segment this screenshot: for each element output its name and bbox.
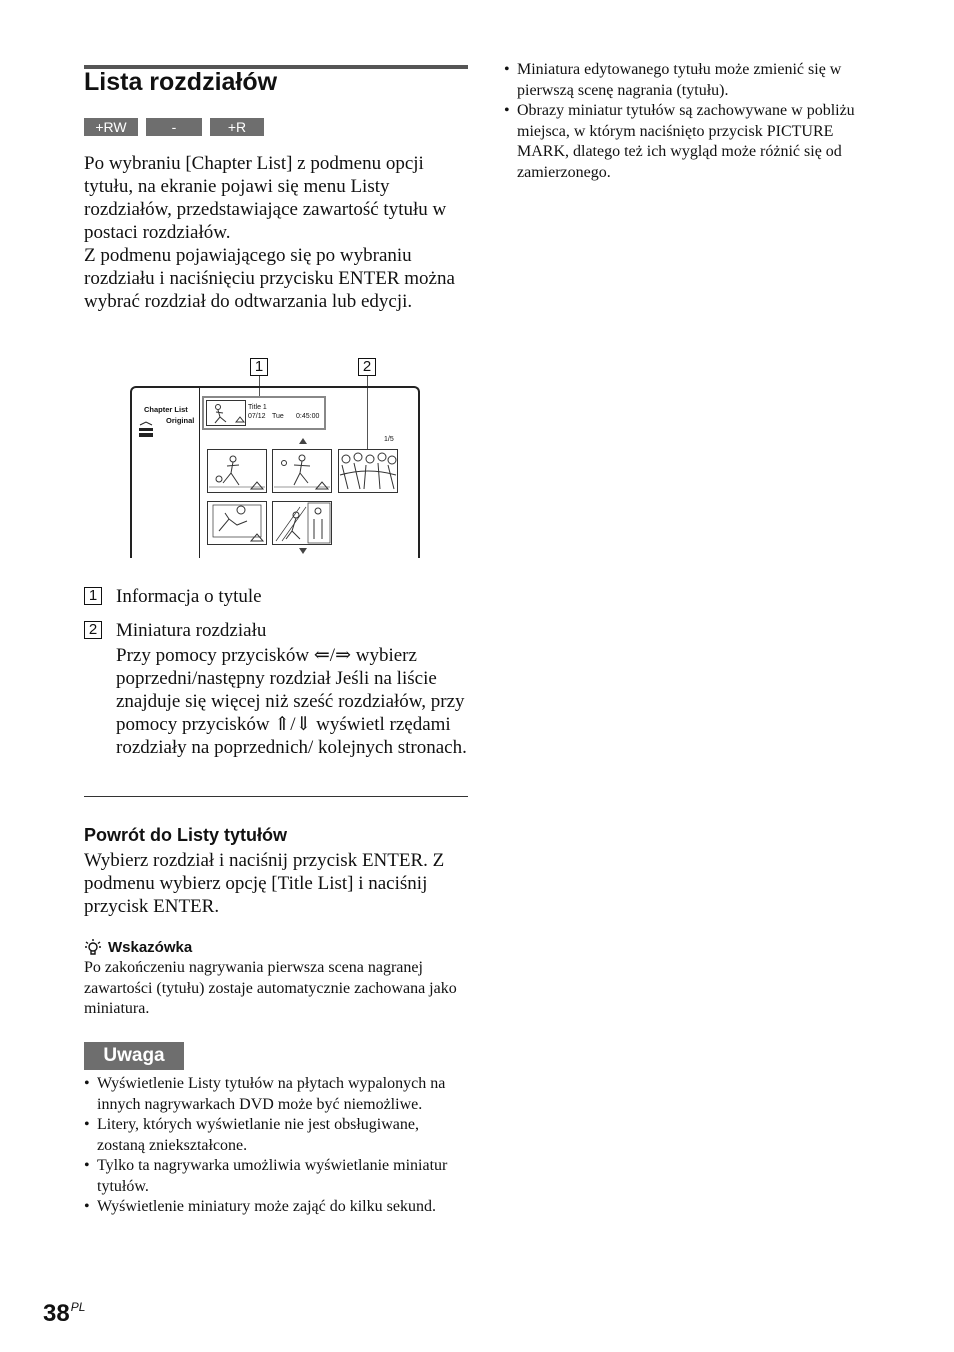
page-number-value: 38 <box>43 1300 70 1327</box>
note-badge: Uwaga <box>84 1042 184 1070</box>
figure-callout-1: 1 <box>250 358 268 376</box>
list-item: • Miniatura edytowanego tytułu może zmienić się w pierwszą scenę nagrania (tytułu). <box>504 60 889 101</box>
page-language: PL <box>70 1300 86 1314</box>
title-date: 07/12 <box>248 413 266 420</box>
page-number <box>43 1300 85 1328</box>
tip-text: Po zakończeniu nagrywania pierwsza scena nagranej zawartości (tytułu) zostaje automatycznie zachowana jako miniatura. <box>84 959 457 1017</box>
list-item: • Wyświetlenie miniatury może zająć do kilku sekund. <box>84 1197 470 1218</box>
legend-marker-2: 2 <box>84 621 102 639</box>
chapter-thumbnail <box>207 501 267 545</box>
tip-title: Wskazówka <box>108 938 193 956</box>
intro-paragraph-1: Po wybraniu [Chapter List] z podmenu opcji tytułu, na ekranie pojawi się menu Listy rozdziałów, przedstawiające zawartość tytułu w postaci rozdziałów. <box>84 153 447 243</box>
chapter-thumbnail <box>207 449 267 493</box>
page-indicator: 1/5 <box>384 436 394 443</box>
return-section-title: Powrót do Listy tytułów <box>84 825 287 845</box>
lightbulb-icon <box>84 938 102 956</box>
title-duration: 0:45:00 <box>296 413 320 420</box>
chapter-thumbnail <box>272 449 332 493</box>
screen-divider <box>199 387 200 558</box>
title-name: Title 1 <box>248 404 267 411</box>
chapter-thumbnail <box>272 501 332 545</box>
badge-minus-rwvr: -RWVR <box>146 118 202 136</box>
disc-icon <box>138 420 154 438</box>
disc-badges <box>84 118 264 153</box>
legend-marker-1: 1 <box>84 587 102 605</box>
scroll-up-icon <box>299 438 307 444</box>
badge-plus-rw: +RW <box>84 118 138 136</box>
title-day: Tue <box>272 413 284 420</box>
note-list <box>84 1074 470 1218</box>
menu-sublabel: Original <box>166 416 195 425</box>
badge-plus-r: +R <box>210 118 264 136</box>
menu-label: Chapter List <box>144 405 188 414</box>
tip-heading <box>84 938 192 956</box>
list-item: • Litery, których wyświetlanie nie jest obsługiwane, zostaną zniekształcone. <box>84 1115 470 1156</box>
return-section-text: Wybierz rozdział i naciśnij przycisk ENTER. Z podmenu wybierz opcję [Title List] i naciśnij przycisk ENTER. <box>84 850 445 917</box>
section-divider <box>84 796 468 797</box>
list-item: • Obrazy miniatur tytułów są zachowywane w pobliżu miejsca, w którym naciśnięto przycisk PICTURE MARK, dlatego też ich wygląd może różnić się od zamierzonego. <box>504 101 889 183</box>
figure-callout-2: 2 <box>358 358 376 376</box>
right-column-list <box>504 60 889 183</box>
list-item: • Tylko ta nagrywarka umożliwia wyświetlanie miniatur tytułów. <box>84 1156 470 1197</box>
list-item: • Wyświetlenie Listy tytułów na płytach wypalonych na innych nagrywarkach DVD może być niemożliwe. <box>84 1074 470 1115</box>
intro-text <box>84 152 469 313</box>
legend-item-2-description: Przy pomocy przycisków ⇐/⇒ wybierz poprzedni/następny rozdział Jeśli na liście znajduje się więcej niż sześć rozdziałów, przy pomocy przycisków ⇑/⇓ wyświetl rzędami rozdziały na poprzednich/ kolejnych stronach. <box>116 645 467 758</box>
title-thumbnail <box>206 400 246 426</box>
legend-item-1-label: Informacja o tytule <box>116 586 262 607</box>
section-title: Lista rozdziałów <box>84 68 278 96</box>
intro-paragraph-2: Z podmenu pojawiającego się po wybraniu rozdziału i naciśnięciu przycisku ENTER można wybrać rozdział do odtwarzania lub edycji. <box>84 245 455 312</box>
legend-item-2-label: Miniatura rozdziału <box>116 620 267 641</box>
scroll-down-icon <box>299 548 307 554</box>
chapter-thumbnail-selected <box>338 449 398 493</box>
